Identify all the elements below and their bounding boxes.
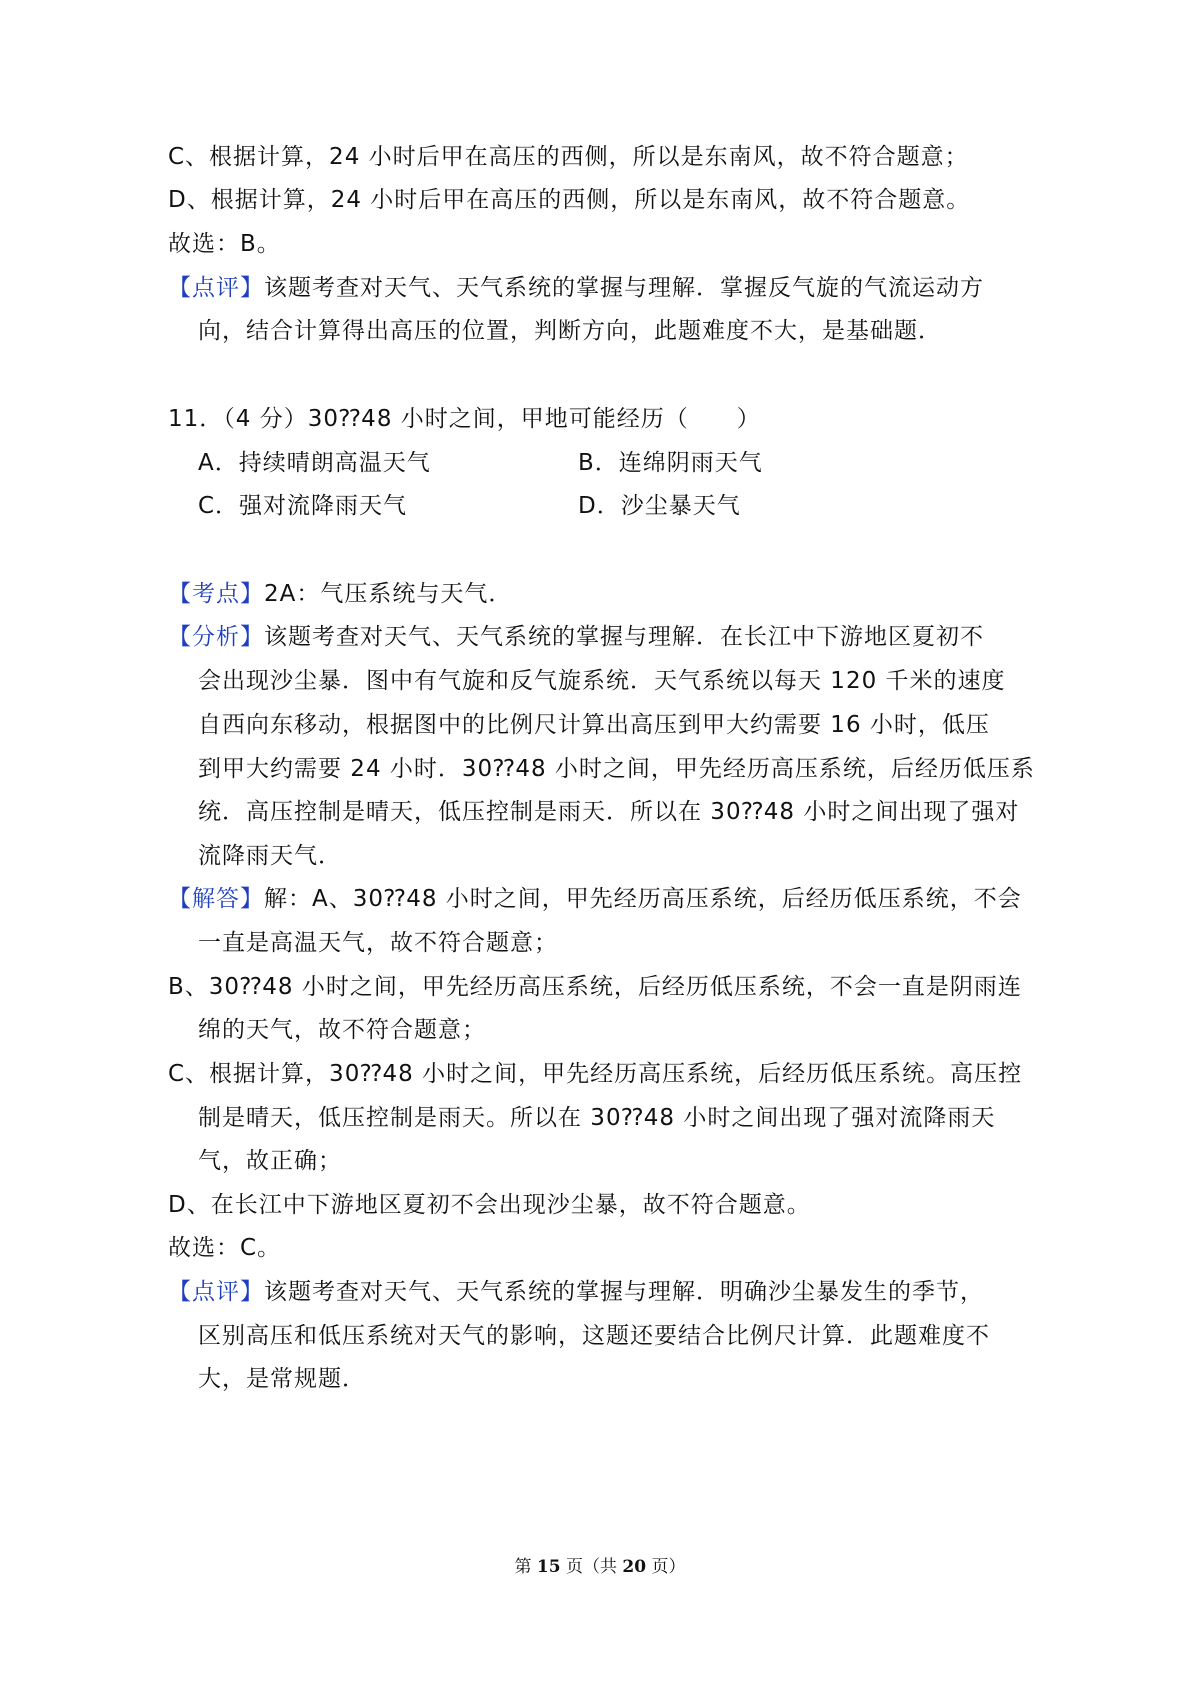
footer-middle: 页（共 xyxy=(566,1557,617,1577)
answer-b-line-2: 绵的天气，故不符合题意； xyxy=(198,1017,486,1043)
jieda-text: 解：A、30⁇48 小时之间，甲先经历高压系统，后经历低压系统，不会 xyxy=(264,886,1022,912)
question-11-stem: 11．（4 分）30⁇48 小时之间，甲地可能经历（ ） xyxy=(168,406,761,432)
comment-tag: 【点评】 xyxy=(168,1279,264,1305)
kaodian-tag: 【考点】 xyxy=(168,581,264,607)
footer-page-number: 15 xyxy=(536,1557,561,1577)
footer-suffix: 页） xyxy=(651,1557,686,1577)
page-footer xyxy=(0,1552,1200,1577)
kaodian-text: 2A：气压系统与天气． xyxy=(264,581,513,607)
fenxi-line-6: 流降雨天气． xyxy=(198,843,342,869)
fenxi-line-2: 会出现沙尘暴．图中有气旋和反气旋系统．天气系统以每天 120 千米的速度 xyxy=(198,668,1006,694)
answer-choice: 故选：C。 xyxy=(168,1235,282,1261)
fenxi-line-3: 自西向东移动，根据图中的比例尺计算出高压到甲大约需要 16 小时，低压 xyxy=(198,712,990,738)
prev-option-d-explanation: D、根据计算，24 小时后甲在高压的西侧，所以是东南风，故不符合题意。 xyxy=(168,187,971,213)
prev-comment-line-1 xyxy=(168,273,984,303)
fenxi-line-5: 统．高压控制是晴天，低压控制是雨天．所以在 30⁇48 小时之间出现了强对 xyxy=(198,799,1020,825)
footer-total-pages: 20 xyxy=(622,1557,647,1577)
comment-line-2: 区别高压和低压系统对天气的影响，这题还要结合比例尺计算．此题难度不 xyxy=(198,1323,990,1349)
comment-text: 该题考查对天气、天气系统的掌握与理解．掌握反气旋的气流运动方 xyxy=(264,275,984,301)
fenxi-tag: 【分析】 xyxy=(168,624,264,650)
comment-line-3: 大，是常规题． xyxy=(198,1366,366,1392)
jieda-line-1 xyxy=(168,884,1022,914)
jieda-line-2: 一直是高温天气，故不符合题意； xyxy=(198,930,558,956)
question-11-option-b: B．连绵阴雨天气 xyxy=(578,450,763,476)
footer-prefix: 第 xyxy=(514,1557,532,1577)
question-11-option-c: C．强对流降雨天气 xyxy=(198,493,408,519)
answer-d-line-1: D、在长江中下游地区夏初不会出现沙尘暴，故不符合题意。 xyxy=(168,1192,811,1218)
fenxi-line-4: 到甲大约需要 24 小时．30⁇48 小时之间，甲先经历高压系统，后经历低压系 xyxy=(198,756,1035,782)
fenxi-line-1 xyxy=(168,622,984,652)
fenxi-text: 该题考查对天气、天气系统的掌握与理解．在长江中下游地区夏初不 xyxy=(264,624,984,650)
prev-option-c-explanation: C、根据计算，24 小时后甲在高压的西侧，所以是东南风，故不符合题意； xyxy=(168,144,969,170)
question-11-option-d: D．沙尘暴天气 xyxy=(578,493,741,519)
prev-comment-line-2: 向，结合计算得出高压的位置，判断方向，此题难度不大，是基础题． xyxy=(198,318,942,344)
kaodian-line xyxy=(168,579,512,609)
comment-tag: 【点评】 xyxy=(168,275,264,301)
question-11-option-a: A．持续晴朗高温天气 xyxy=(198,450,431,476)
prev-answer-choice: 故选：B。 xyxy=(168,231,281,257)
jieda-tag: 【解答】 xyxy=(168,886,264,912)
answer-c-line-2: 制是晴天，低压控制是雨天。所以在 30⁇48 小时之间出现了强对流降雨天 xyxy=(198,1105,996,1131)
comment-text: 该题考查对天气、天气系统的掌握与理解．明确沙尘暴发生的季节， xyxy=(264,1279,984,1305)
comment-line-1 xyxy=(168,1277,984,1307)
answer-b-line-1: B、30⁇48 小时之间，甲先经历高压系统，后经历低压系统，不会一直是阴雨连 xyxy=(168,974,1022,1000)
answer-c-line-3: 气，故正确； xyxy=(198,1148,342,1174)
answer-c-line-1: C、根据计算，30⁇48 小时之间，甲先经历高压系统，后经历低压系统。高压控 xyxy=(168,1061,1023,1087)
